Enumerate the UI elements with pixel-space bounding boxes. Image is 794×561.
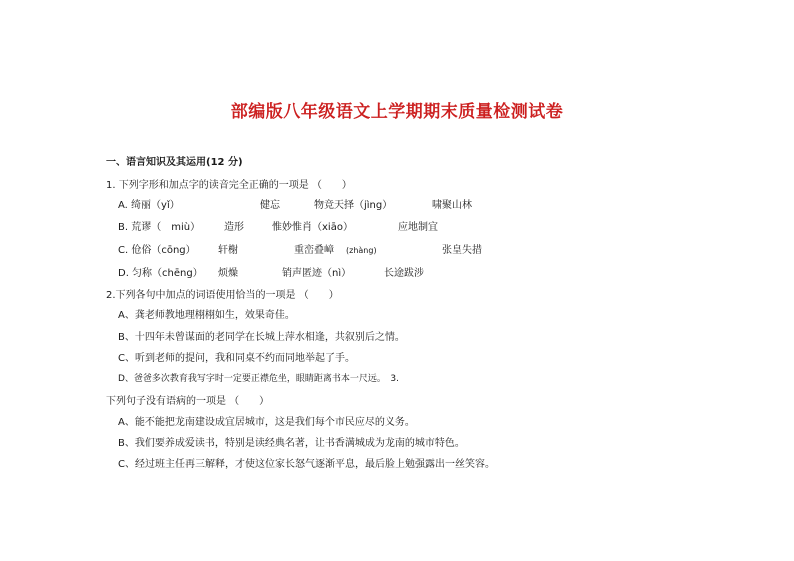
q1-c-part1: C. 伧俗（cōng） <box>118 245 196 256</box>
q1-c-part2: 轩榭 <box>218 245 238 256</box>
q3-option-c: C、经过班主任再三解释，才使这位家长怒气逐渐平息，最后脸上勉强露出一丝笑容。 <box>118 459 495 470</box>
q2-option-a: A、龚老师教地理栩栩如生，效果奇佳。 <box>118 310 295 321</box>
q1-d-part3: 销声匿迹（nì） <box>282 268 352 279</box>
q1-c-part5: 张皇失措 <box>442 245 482 256</box>
q1-d-part4: 长途跋涉 <box>384 268 424 279</box>
question-3-stem: 下列句子没有语病的一项是 （ ） <box>106 396 270 407</box>
document-title: 部编版八年级语文上学期期末质量检测试卷 <box>230 102 564 122</box>
q1-a-part1: A. 绮丽（yǐ） <box>118 200 180 211</box>
section-heading: 一、语言知识及其运用(12 分) <box>106 157 243 168</box>
q2-option-d: D、爸爸多次教育我写字时一定要正襟危坐，眼睛距离书本一尺远。 3. <box>118 374 400 384</box>
q1-c-part4: (zhàng) <box>346 246 377 255</box>
q3-option-a: A、能不能把龙南建设成宜居城市，这是我们每个市民应尽的义务。 <box>118 417 415 428</box>
q1-b-part2: 造形 <box>224 222 244 233</box>
q2-option-c: C、听到老师的提问，我和同桌不约而同地举起了手。 <box>118 353 355 364</box>
q1-a-part4: 啸聚山林 <box>432 200 472 211</box>
q1-a-part2: 健忘 <box>260 200 280 211</box>
q1-b-part1: B. 荒谬（ miù） <box>118 222 201 233</box>
q1-b-part3: 惟妙惟肖（xiāo） <box>272 222 353 233</box>
q1-b-part4: 应地制宜 <box>398 222 438 233</box>
question-2-stem: 2.下列各句中加点的词语使用恰当的一项是 （ ） <box>106 290 339 301</box>
q3-option-b: B、我们要养成爱读书，特别是读经典名著，让书香满城成为龙南的城市特色。 <box>118 438 465 449</box>
q1-d-part1: D. 匀称（chēng） <box>118 268 203 279</box>
q1-c-part3: 重峦叠嶂 <box>294 245 334 256</box>
q2-option-b: B、十四年未曾谋面的老同学在长城上萍水相逢，共叙别后之情。 <box>118 332 405 343</box>
q1-a-part3: 物竞天择（jìng） <box>314 200 393 211</box>
q1-d-part2: 烦燥 <box>218 268 238 279</box>
question-1-stem: 1. 下列字形和加点字的读音完全正确的一项是 （ ） <box>106 180 352 191</box>
